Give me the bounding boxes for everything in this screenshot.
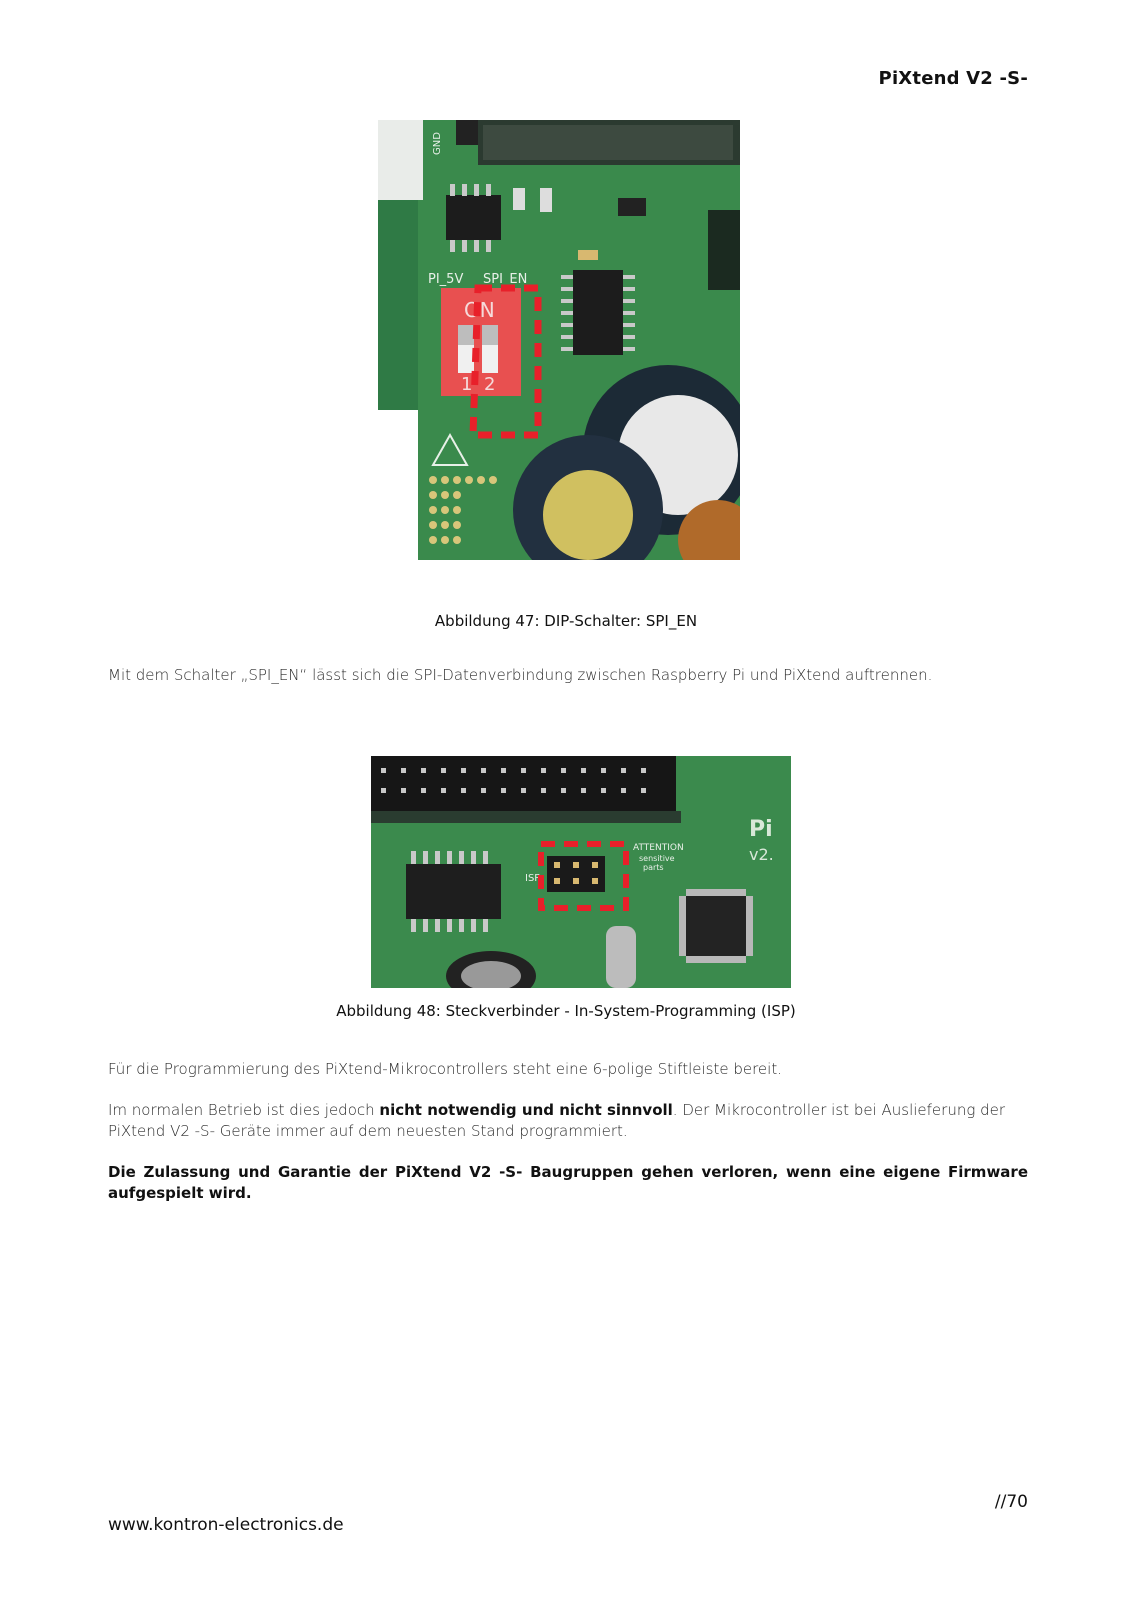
pcb-isp-header-photo-icon: [371, 756, 791, 988]
version-label: v2.: [749, 845, 774, 864]
spien-label: SPI_EN: [483, 272, 528, 287]
document-header-title: PiXtend V2 -S-: [878, 68, 1028, 89]
isp-header-photo: [371, 756, 791, 988]
isp-label: ISP: [525, 873, 541, 884]
paragraph-isp-header: Für die Programmierung des PiXtend-Mikrocontrollers steht eine 6-polige Stiftleiste bereit.: [108, 1060, 782, 1078]
sensitive-label: sensitive: [639, 854, 675, 863]
switch-1-label: 1: [461, 374, 473, 395]
pi5v-label: PI_5V: [428, 272, 464, 287]
footer-url: www.kontron-electronics.de: [108, 1515, 344, 1535]
paragraph-normal-operation: [108, 1100, 1028, 1142]
paragraph-normal-operation-after: . Der Mikrocontroller ist bei Auslieferung der PiXtend V2 -S- Geräte immer auf dem neuesten Stand programmiert.: [108, 1101, 1006, 1140]
pcb-dip-switch-photo-icon: [378, 120, 740, 560]
page-number: //70: [994, 1492, 1028, 1512]
on-label: ON: [464, 298, 495, 322]
parts-label: parts: [643, 863, 664, 872]
gnd-label: GND: [432, 132, 443, 155]
attention-label: ATTENTION: [633, 843, 684, 853]
brand-label: Pi: [749, 817, 773, 842]
paragraph-normal-operation-before: Im normalen Betrieb ist dies jedoch: [108, 1101, 380, 1119]
dip-switch-photo: [378, 120, 740, 560]
switch-2-label: 2: [484, 374, 496, 395]
figure-48-caption: Abbildung 48: Steckverbinder - In-System-Programming (ISP): [336, 1002, 796, 1020]
warranty-warning: Die Zulassung und Garantie der PiXtend V2 -S- Baugruppen gehen verloren, wenn eine eigene Firmware aufgespielt wird.: [108, 1163, 1028, 1202]
figure-47-caption: Abbildung 47: DIP-Schalter: SPI_EN: [434, 612, 698, 630]
paragraph-spi-en: Mit dem Schalter „SPI_EN“ lässt sich die SPI-Datenverbindung zwischen Raspberry Pi und PiXtend auftrennen.: [108, 666, 933, 684]
paragraph-normal-operation-emphasis: nicht notwendig und nicht sinnvoll: [379, 1101, 673, 1119]
